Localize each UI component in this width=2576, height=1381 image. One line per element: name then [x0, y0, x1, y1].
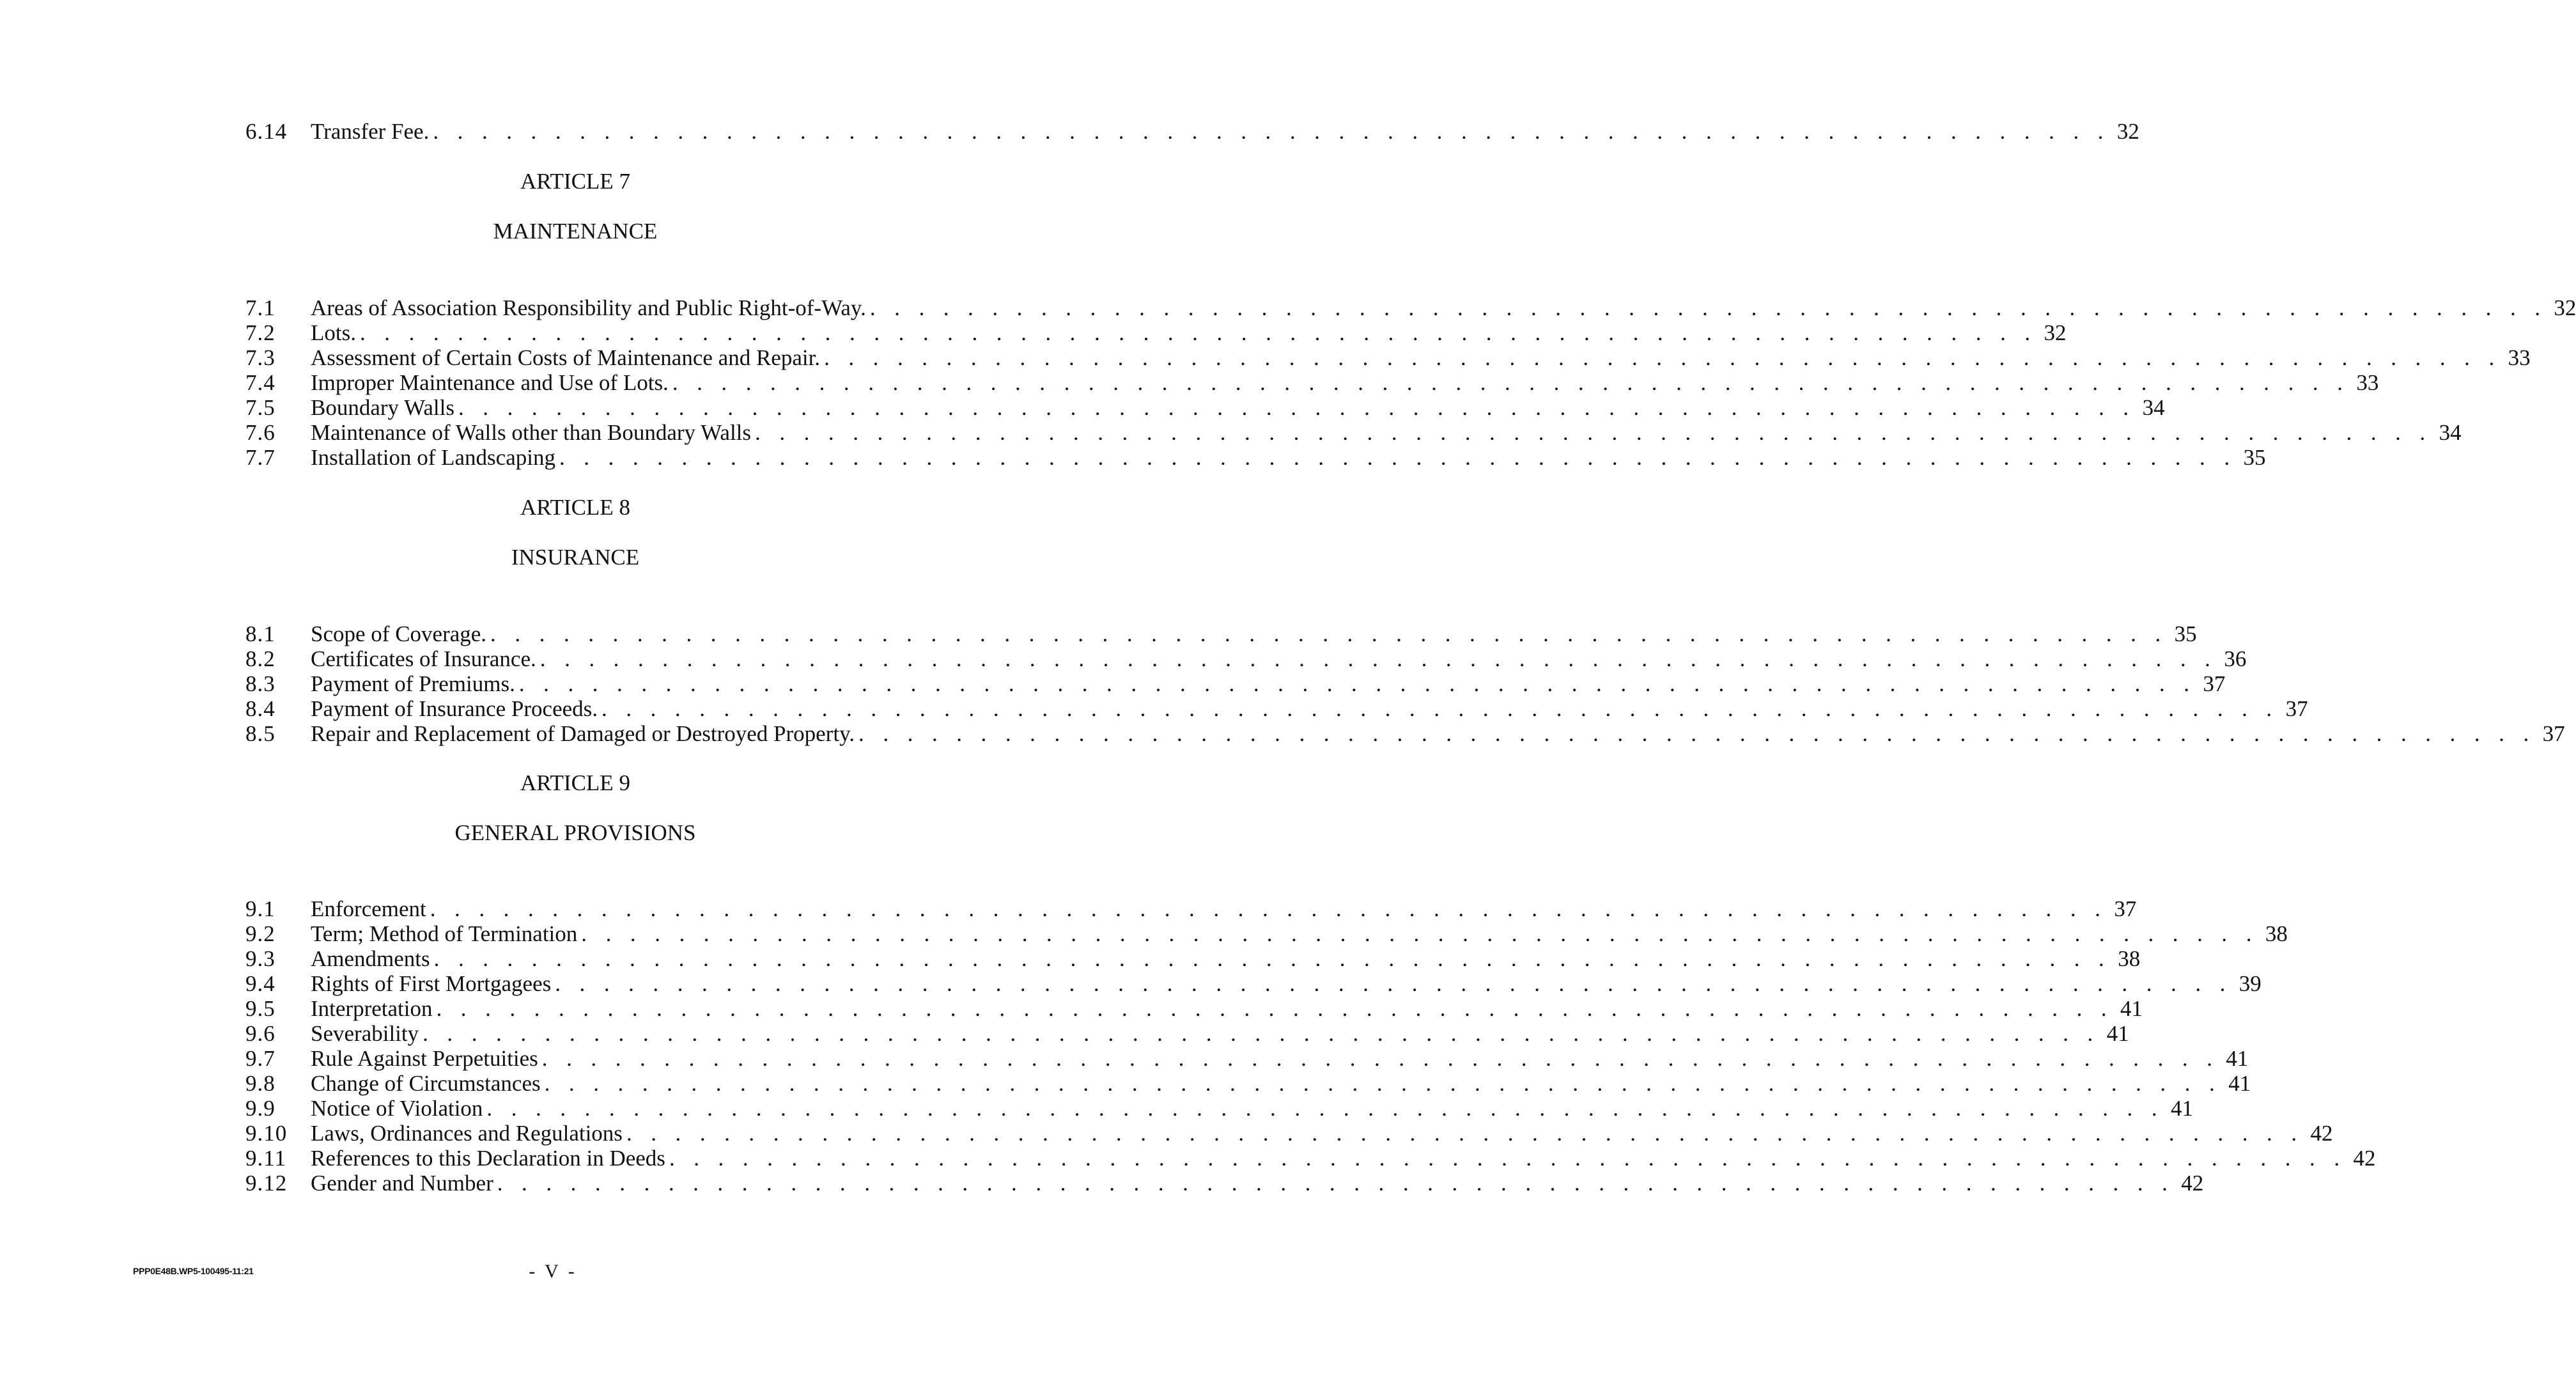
toc-entry-number: 9.10	[245, 1121, 288, 1146]
toc-entry-number: 9.9	[245, 1096, 275, 1121]
toc-entry-page: 32	[2554, 295, 2576, 320]
toc-dot-leader: . . . . . . . . . . . . . . . . . . . . . . . . . . . . . . . . . . . . . . . . . . . . . . . . . . . . . . . . . . . . . . . . . . . . .	[541, 1046, 2219, 1071]
toc-entry-title: Lots.	[311, 320, 360, 346]
toc-entry-number: 7.1	[245, 295, 275, 320]
toc-entry-page: 42	[2353, 1146, 2376, 1171]
toc-dot-leader: . . . . . . . . . . . . . . . . . . . . . . . . . . . . . . . . . . . . . . . . . . . . . . . . . . . . . . . . . . . . . . . . . . . . .	[544, 1071, 2222, 1096]
toc-entry-title: Laws, Ordinances and Regulations	[311, 1121, 626, 1146]
toc-entry-title: References to this Declaration in Deeds	[311, 1146, 669, 1171]
toc-entry-title: Certificates of Insurance.	[311, 646, 540, 672]
page-number: - V -	[529, 1261, 577, 1282]
toc-dot-leader: . . . . . . . . . . . . . . . . . . . . . . . . . . . . . . . . . . . . . . . . . . . . . . . . . . . . . . . . . . . . . . . . . . . . .	[626, 1121, 2304, 1146]
toc-entry-title: Areas of Association Responsibility and Public Right-of-Way.	[311, 295, 870, 321]
article-heading: ARTICLE 7	[520, 169, 630, 194]
toc-dot-leader: . . . . . . . . . . . . . . . . . . . . . . . . . . . . . . . . . . . . . . . . . . . . . . . . . . . . . . . . . . . . . . . . . . . . .	[486, 1096, 2164, 1121]
toc-dot-leader: . . . . . . . . . . . . . . . . . . . . . . . . . . . . . . . . . . . . . . . . . . . . . . . . . . . . . . . . . . . . . . . . . . . . .	[433, 119, 2110, 144]
toc-entry-title: Payment of Premiums.	[311, 671, 519, 697]
toc-entry-9-5	[245, 996, 2143, 1022]
toc-entry-7-1	[245, 295, 2576, 321]
toc-dot-leader: . . . . . . . . . . . . . . . . . . . . . . . . . . . . . . . . . . . . . . . . . . . . . . . . . . . . . . . . . . . . . . . . . . . . .	[559, 445, 2237, 470]
toc-entry-number: 9.1	[245, 896, 275, 921]
toc-dot-leader: . . . . . . . . . . . . . . . . . . . . . . . . . . . . . . . . . . . . . . . . . . . . . . . . . . . . . . . . . . . . . . . . . . . . .	[539, 646, 2217, 671]
toc-entry-page: 42	[2181, 1171, 2204, 1196]
toc-entry-8-4	[245, 696, 2308, 722]
toc-entry-page: 35	[2174, 621, 2197, 646]
toc-dot-leader: . . . . . . . . . . . . . . . . . . . . . . . . . . . . . . . . . . . . . . . . . . . . . . . . . . . . . . . . . . . . . . . . . . . . .	[430, 896, 2107, 921]
toc-entry-7-6	[245, 420, 2462, 446]
toc-entry-number: 7.5	[245, 395, 275, 420]
toc-entry-7-4	[245, 370, 2379, 396]
toc-entry-number: 7.4	[245, 370, 275, 395]
toc-dot-leader: . . . . . . . . . . . . . . . . . . . . . . . . . . . . . . . . . . . . . . . . . . . . . . . . . . . . . . . . . . . . . . . . . . . . .	[669, 1146, 2347, 1171]
article-heading: ARTICLE 9	[520, 770, 630, 795]
toc-entry-9-10	[245, 1121, 2333, 1146]
toc-entry-8-3	[245, 671, 2226, 697]
toc-entry-page: 33	[2508, 345, 2531, 370]
toc-dot-leader: . . . . . . . . . . . . . . . . . . . . . . . . . . . . . . . . . . . . . . . . . . . . . . . . . . . . . . . . . . . . . . . . . . . . .	[359, 320, 2037, 345]
toc-dot-leader: . . . . . . . . . . . . . . . . . . . . . . . . . . . . . . . . . . . . . . . . . . . . . . . . . . . . . . . . . . . . . . . . . . . . .	[555, 971, 2232, 996]
toc-dot-leader: . . . . . . . . . . . . . . . . . . . . . . . . . . . . . . . . . . . . . . . . . . . . . . . . . . . . . . . . . . . . . . . . . . . . .	[490, 621, 2168, 646]
toc-entry-title: Severability	[311, 1021, 423, 1047]
toc-entry-page: 41	[2226, 1046, 2249, 1071]
toc-entry-number: 8.2	[245, 646, 275, 671]
toc-entry-page: 39	[2238, 971, 2262, 996]
toc-entry-8-2	[245, 646, 2247, 672]
toc-entry-number: 7.7	[245, 445, 275, 470]
toc-entry-title: Payment of Insurance Proceeds.	[311, 696, 601, 722]
toc-entry-title: Enforcement	[311, 896, 430, 922]
toc-entry-number: 9.2	[245, 921, 275, 946]
toc-dot-leader: . . . . . . . . . . . . . . . . . . . . . . . . . . . . . . . . . . . . . . . . . . . . . . . . . . . . . . . . . . . . . . . . . . . . .	[601, 696, 2279, 721]
toc-entry-page: 41	[2170, 1096, 2193, 1121]
toc-entry-page: 38	[2265, 921, 2288, 946]
toc-entry-number: 9.5	[245, 996, 275, 1021]
toc-dot-leader: . . . . . . . . . . . . . . . . . . . . . . . . . . . . . . . . . . . . . . . . . . . . . . . . . . . . . . . . . . . . . . . . . . . . .	[458, 395, 2136, 420]
toc-entry-number: 8.5	[245, 721, 275, 746]
toc-entry-title: Assessment of Certain Costs of Maintenance and Repair.	[311, 345, 824, 371]
document-code: PPP0E48B.WP5-100495-11:21	[133, 1266, 254, 1276]
toc-entry-page: 38	[2118, 946, 2141, 971]
toc-dot-leader: . . . . . . . . . . . . . . . . . . . . . . . . . . . . . . . . . . . . . . . . . . . . . . . . . . . . . . . . . . . . . . . . . . . . .	[497, 1171, 2175, 1196]
article-subheading: MAINTENANCE	[493, 219, 658, 244]
toc-entry-page: 34	[2439, 420, 2462, 445]
toc-dot-leader: . . . . . . . . . . . . . . . . . . . . . . . . . . . . . . . . . . . . . . . . . . . . . . . . . . . . . . . . . . . . . . . . . . . . .	[824, 345, 2501, 370]
toc-entry-number: 6.14	[245, 119, 288, 144]
toc-dot-leader: . . . . . . . . . . . . . . . . . . . . . . . . . . . . . . . . . . . . . . . . . . . . . . . . . . . . . . . . . . . . . . . . . . . . .	[433, 946, 2111, 971]
toc-entry-title: Boundary Walls	[311, 395, 458, 421]
toc-entry-number: 9.3	[245, 946, 275, 971]
toc-entry-7-2	[245, 320, 2067, 346]
toc-entry-page: 41	[2120, 996, 2143, 1021]
toc-entry-title: Repair and Replacement of Damaged or Destroyed Property.	[311, 721, 858, 747]
toc-entry-title: Rights of First Mortgagees	[311, 971, 555, 997]
toc-entry-number: 7.2	[245, 320, 275, 345]
toc-entry-7-3	[245, 345, 2531, 371]
toc-entry-9-6	[245, 1021, 2129, 1047]
toc-entry-number: 8.1	[245, 621, 275, 646]
toc-dot-leader: . . . . . . . . . . . . . . . . . . . . . . . . . . . . . . . . . . . . . . . . . . . . . . . . . . . . . . . . . . . . . . . . . . . . .	[423, 1021, 2100, 1046]
toc-dot-leader: . . . . . . . . . . . . . . . . . . . . . . . . . . . . . . . . . . . . . . . . . . . . . . . . . . . . . . . . . . . . . . . . . . . . .	[755, 420, 2432, 445]
toc-entry-title: Installation of Landscaping	[311, 445, 559, 471]
toc-entry-page: 33	[2356, 370, 2379, 395]
toc-entry-title: Gender and Number	[311, 1171, 497, 1196]
article-subheading: GENERAL PROVISIONS	[454, 820, 696, 845]
toc-dot-leader: . . . . . . . . . . . . . . . . . . . . . . . . . . . . . . . . . . . . . . . . . . . . . . . . . . . . . . . . . . . . . . . . . . . . .	[581, 921, 2258, 946]
toc-entry-page: 41	[2106, 1021, 2129, 1046]
toc-dot-leader: . . . . . . . . . . . . . . . . . . . . . . . . . . . . . . . . . . . . . . . . . . . . . . . . . . . . . . . . . . . . . . . . . . . . .	[869, 295, 2547, 320]
toc-entry-7-5	[245, 395, 2165, 421]
toc-entry-9-2	[245, 921, 2288, 947]
toc-entry-9-7	[245, 1046, 2249, 1072]
toc-entry-title: Transfer Fee.	[311, 119, 433, 144]
toc-entry-page: 37	[2203, 671, 2226, 696]
toc-entry-title: Change of Circumstances	[311, 1071, 545, 1096]
toc-entry-number: 7.6	[245, 420, 275, 445]
toc-entry-number: 9.7	[245, 1046, 275, 1071]
toc-entry-number: 7.3	[245, 345, 275, 370]
toc-entry-page: 42	[2310, 1121, 2333, 1146]
toc-entry-page: 34	[2142, 395, 2165, 420]
toc-entry-page: 36	[2224, 646, 2247, 671]
toc-entry-title: Rule Against Perpetuities	[311, 1046, 542, 1072]
toc-entry-page: 32	[2044, 320, 2067, 345]
toc-entry-number: 9.4	[245, 971, 275, 996]
toc-entry-title: Term; Method of Termination	[311, 921, 581, 947]
toc-entry-number: 9.6	[245, 1021, 275, 1046]
toc-entry-9-9	[245, 1096, 2193, 1121]
toc-entry-title: Improper Maintenance and Use of Lots.	[311, 370, 672, 396]
toc-entry-8-1	[245, 621, 2197, 647]
toc-entry-9-12	[245, 1171, 2204, 1196]
toc-dot-leader: . . . . . . . . . . . . . . . . . . . . . . . . . . . . . . . . . . . . . . . . . . . . . . . . . . . . . . . . . . . . . . . . . . . . .	[858, 721, 2536, 746]
toc-entry-number: 8.3	[245, 671, 275, 696]
toc-dot-leader: . . . . . . . . . . . . . . . . . . . . . . . . . . . . . . . . . . . . . . . . . . . . . . . . . . . . . . . . . . . . . . . . . . . . .	[518, 671, 2196, 696]
toc-entry-page: 32	[2116, 119, 2139, 144]
toc-entry-page: 35	[2243, 445, 2266, 470]
toc-entry-page: 37	[2285, 696, 2308, 721]
toc-entry-9-8	[245, 1071, 2251, 1096]
toc-entry-title: Interpretation	[311, 996, 436, 1022]
toc-entry-page: 37	[2542, 721, 2565, 746]
toc-entry-number: 9.8	[245, 1071, 275, 1096]
toc-entry-9-4	[245, 971, 2262, 997]
toc-entry-page: 37	[2114, 896, 2137, 921]
toc-entry-8-5	[245, 721, 2565, 747]
toc-entry-title: Notice of Violation	[311, 1096, 486, 1121]
toc-entry-title: Amendments	[311, 946, 434, 972]
toc-entry-9-11	[245, 1146, 2376, 1171]
toc-dot-leader: . . . . . . . . . . . . . . . . . . . . . . . . . . . . . . . . . . . . . . . . . . . . . . . . . . . . . . . . . . . . . . . . . . . . .	[672, 370, 2350, 395]
toc-entry-title: Scope of Coverage.	[311, 621, 490, 647]
article-heading: ARTICLE 8	[520, 495, 630, 520]
toc-dot-leader: . . . . . . . . . . . . . . . . . . . . . . . . . . . . . . . . . . . . . . . . . . . . . . . . . . . . . . . . . . . . . . . . . . . . .	[436, 996, 2114, 1021]
toc-entry-title: Maintenance of Walls other than Boundary Walls	[311, 420, 755, 446]
article-subheading: INSURANCE	[511, 545, 640, 570]
toc-entry-number: 8.4	[245, 696, 275, 721]
toc-entry-page: 41	[2228, 1071, 2251, 1096]
toc-entry-number: 9.12	[245, 1171, 288, 1196]
toc-entry-7-7	[245, 445, 2266, 471]
toc-entry-9-3	[245, 946, 2141, 972]
toc-entry-6-14	[245, 119, 2139, 144]
toc-entry-9-1	[245, 896, 2137, 922]
toc-entry-number: 9.11	[245, 1146, 286, 1171]
